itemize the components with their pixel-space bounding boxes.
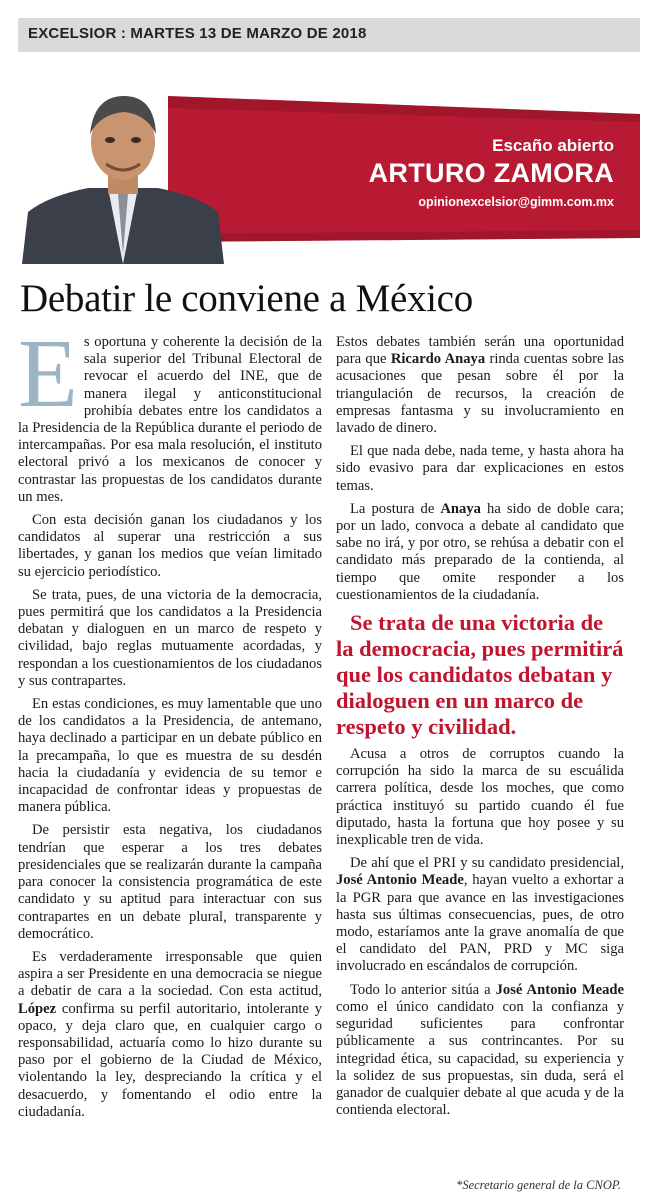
article-paragraph: Es oportuna y coherente la decisión de la sala superior del Tribunal Electoral de revocar el acuerdo del INE, que de manera ilegal y anticonstitucional prohibía debates entre los candidatos a la Presidencia de la República durante el periodo de intercampañas. Por esa mala resolución, el instituto electoral privó a los mexicanos de conocer y contrastar las propuestas de los candidatos durante un mes. [18,320,322,505]
article-paragraph: Todo lo anterior sitúa a José Antonio Meade como el único candidato con la confianza y seguridad suficientes para confrontar públicamente a sus contrincantes. Por su integridad ética, su capacidad, su experiencia y la solidez de sus propuestas, sin duda, será el ganador de cualquier debate al que acuda y de la contienda electoral. [336,981,624,1119]
author-footnote: *Secretario general de la CNOP. [456,1178,621,1192]
name-jose-antonio-meade: José Antonio Meade [495,981,624,998]
article-paragraph: Es verdaderamente irresponsable que quien aspira a ser Presidente en una democracia se niegue a debatir de cara a la sociedad. Con esta actitud, López confirma su perfil autoritario, intolerante y opaco, y deja claro que, en cualquier cargo o responsabilidad, actuaría como lo hizo durante su paso por el gobierno de la Ciudad de México, violentando la ley, despreciando la crítica y el desacuerdo, y fomentando el odio entre la ciudadanía. [18,948,322,1120]
name-lopez: López [18,1000,57,1017]
article-column-left [18,320,322,1127]
column-section-label: Escaño abierto [492,136,614,155]
article-column-right [336,334,624,1125]
newspaper-dateline: EXCELSIOR : MARTES 13 DE MARZO DE 2018 [28,25,367,42]
article-paragraph: La postura de Anaya ha sido de doble cara; por un lado, convoca a debate al candidato que sabe no irá, y por otro, se rehúsa a debatir con el candidato más preparado de la contienda, al tiempo que omite responder a los cuestionamientos de la ciudadanía. [336,500,625,603]
pull-quote: Se trata de una victoria de la democracia, pues permitirá que los candidatos debatan y dialoguen en un marco de respeto y civilidad. [336,610,624,740]
article-paragraph: Con esta decisión ganan los ciudadanos y los candidatos al superar una restricción a sus libertades, y ganan los medios que veían limitado su ejercicio periodístico. [18,512,322,580]
article-headline: Debatir le conviene a México [20,277,473,320]
author-email: opinionexcelsior@gimm.com.mx [418,195,614,209]
article-paragraph: De persistir esta negativa, los ciudadanos tendrían que esperar a los tres debates presidenciales que se realizarán durante la campaña para conocer la consistencia programática de este candidato y su aptitud para interactuar con sus contrapartes en un debate plural, transparente y democrático. [18,822,322,942]
author-portrait [18,84,228,264]
name-anaya: Anaya [440,500,481,517]
article-paragraph: Acusa a otros de corruptos cuando la corrupción ha sido la marca de su escuálida carrera política, desde los moches, que como práctica instituyó su partido cuando él fue diputado, hasta la fortuna que hoy posee y su inexplicable tren de vida. [336,746,624,849]
article-paragraph: De ahí que el PRI y su candidato presidencial, José Antonio Meade, hayan vuelto a exhortar a la PGR para que avance en las investigaciones hasta sus últimas consecuencias, pues, de otro modo, estaríamos ante la grave anomalía de que el candidato del PAN, PRD y MC siga involucrado en escándalos de corrupción. [336,855,624,975]
author-name: ARTURO ZAMORA [368,158,614,188]
newspaper-header-bar [18,18,640,52]
article-paragraph: En estas condiciones, es muy lamentable que uno de los candidatos a la Presidencia, de antemano, haya declinado a participar en un debate público en la precampaña, lo que es muestra de su desdén hacia la ciudadanía y evidencia de su temor e incapacidad de confrontar ideas y propuestas de manera pública. [18,696,322,816]
name-jose-antonio-meade: José Antonio Meade [336,872,464,889]
column-header [18,84,640,264]
article-paragraph: Se trata, pues, de una victoria de la democracia, pues permitirá que los candidatos a la Presidencia debatan y dialoguen en un marco de respeto y civilidad, bajo reglas mutuamente acordadas, y respondan a los cuestionamientos de los ciudadanos y sus contrapartes. [18,586,322,689]
article-paragraph: Estos debates también serán una oportunidad para que Ricardo Anaya rinda cuentas sobre las acusaciones que pesan sobre él por la triangulación de recursos, la creación de empresas fantasma y su involucramiento en lavado de dinero. [336,334,624,437]
drop-cap: E [18,320,78,428]
name-ricardo-anaya: Ricardo Anaya [390,351,486,368]
article-paragraph: El que nada debe, nada teme, y hasta ahora ha sido evasivo para dar explicaciones en estos temas. [336,443,624,494]
